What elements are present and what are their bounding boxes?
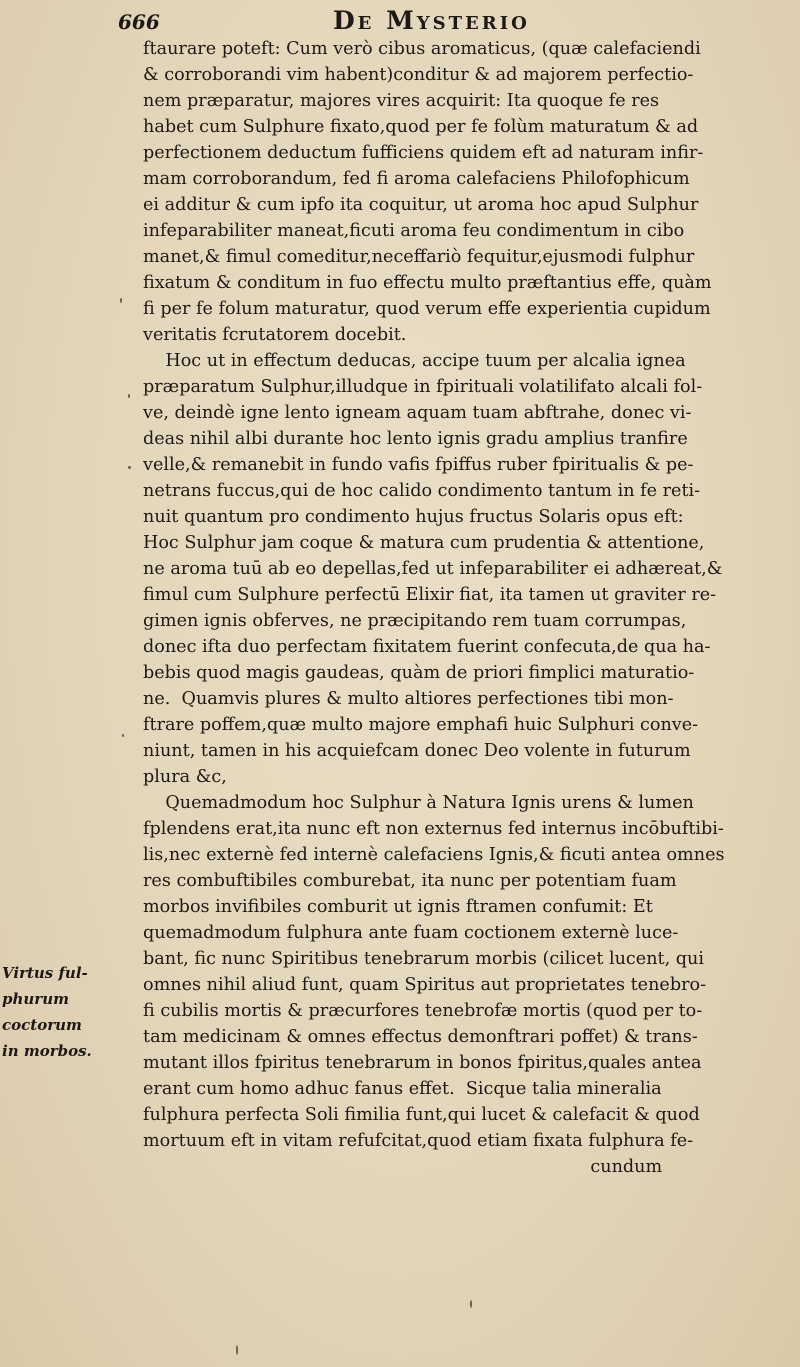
text-line: bebis quod magis gaudeas, quàm de priori fimplici maturatio- xyxy=(143,663,695,683)
page-number: 666 xyxy=(118,10,160,34)
text-line: niunt, tamen in his acquiefcam donec Deo volente in futurum xyxy=(143,741,691,761)
text-line: bant, fic nunc Spiritibus tenebrarum morbis (cilicet lucent, qui xyxy=(143,949,705,969)
text-line: plura &c, xyxy=(143,767,227,787)
text-line: gimen ignis obferves, ne præcipitando rem tuam corrumpas, xyxy=(143,611,687,631)
text-line: & corroborandi vim habent)conditur & ad majorem perfectio- xyxy=(143,65,694,85)
text-line: mutant illos fpiritus tenebrarum in bonos fpiritus,quales antea xyxy=(143,1053,702,1073)
text-line: nem præparatur, majores vires acquirit: Ita quoque fe res xyxy=(143,91,660,111)
text-line: Hoc Sulphur jam coque & matura cum prudentia & attentione, xyxy=(143,533,705,553)
text-line: ftaurare poteft: Cum verò cibus aromaticus, (quæ calefaciendi xyxy=(143,39,701,59)
text-line: ve, deindè igne lento igneam aquam tuam abftrahe, donec vi- xyxy=(143,403,692,423)
marginal-note-line: coctorum xyxy=(2,1016,82,1034)
text-line: velle,& remanebit in fundo vafis fpiffus ruber fpiritualis & pe- xyxy=(143,455,694,475)
text-line: fixatum & conditum in fuo effectu multo præftantius effe, quàm xyxy=(143,273,712,293)
text-line: cundum xyxy=(143,1157,663,1177)
text-line: infeparabiliter maneat,ficuti aroma feu condimentum in cibo xyxy=(143,221,685,241)
paper-speck xyxy=(120,298,122,303)
paper-speck xyxy=(128,466,131,469)
paper-speck xyxy=(128,394,130,398)
text-line: manet,& fimul comeditur,neceffariò fequitur,ejusmodi fulphur xyxy=(143,247,695,267)
text-line: donec ifta duo perfectam fixitatem fuerint confecuta,de qua ha- xyxy=(143,637,711,657)
text-line: mortuum eft in vitam refufcitat,quod etiam fixata fulphura fe- xyxy=(143,1131,694,1151)
text-line: habet cum Sulphure fixato,quod per fe folùm maturatum & ad xyxy=(143,117,699,137)
paper-speck xyxy=(122,734,124,737)
text-line: præparatum Sulphur,illudque in fpirituali volatilifato alcali fol- xyxy=(143,377,703,397)
text-line: fi cubilis mortis & præcurfores tenebrofæ mortis (quod per to- xyxy=(143,1001,703,1021)
text-line: ne aroma tuū ab eo depellas,fed ut infeparabiliter ei adhæreat,& xyxy=(143,559,723,579)
text-line: omnes nihil aliud funt, quam Spiritus aut proprietates tenebro- xyxy=(143,975,707,995)
text-line: ftrare poffem,quæ multo majore emphafi huic Sulphuri conve- xyxy=(143,715,699,735)
text-line: res combuftibiles comburebat, ita nunc per potentiam fuam xyxy=(143,871,677,891)
text-line: ne. Quamvis plures & multo altiores perfectiones tibi mon- xyxy=(143,689,674,709)
text-line: fi per fe folum maturatur, quod verum effe experientia cupidum xyxy=(143,299,711,319)
running-title: De Mysterio xyxy=(333,6,530,35)
paper-speck xyxy=(470,1300,472,1308)
text-line: fimul cum Sulphure perfectū Elixir fiat, ita tamen ut graviter re- xyxy=(143,585,717,605)
text-line: deas nihil albi durante hoc lento ignis gradu amplius tranfire xyxy=(143,429,688,449)
text-line: fulphura perfecta Soli fimilia funt,qui lucet & calefacit & quod xyxy=(143,1105,700,1125)
body-text xyxy=(143,36,791,1180)
text-line: ei additur & cum ipfo ita coquitur, ut aroma hoc apud Sulphur xyxy=(143,195,699,215)
text-line: veritatis fcrutatorem docebit. xyxy=(143,325,407,345)
paper-speck xyxy=(236,1345,238,1355)
marginal-note-line: in morbos. xyxy=(2,1042,92,1060)
text-line: Hoc ut in effectum deducas, accipe tuum per alcalia ignea xyxy=(143,351,686,371)
text-line: perfectionem deductum fufficiens quidem eft ad naturam infir- xyxy=(143,143,704,163)
text-line: lis,nec externè fed internè calefaciens Ignis,& ficuti antea omnes xyxy=(143,845,725,865)
marginal-note xyxy=(2,960,140,1064)
text-line: mam corroborandum, fed fi aroma calefaciens Philofophicum xyxy=(143,169,690,189)
text-line: nuit quantum pro condimento hujus fructus Solaris opus eft: xyxy=(143,507,684,527)
marginal-note-line: phurum xyxy=(2,990,69,1008)
text-line: netrans fuccus,qui de hoc calido condimento tantum in fe reti- xyxy=(143,481,701,501)
marginal-note-line: Virtus ful- xyxy=(2,964,88,982)
text-line: tam medicinam & omnes effectus demonftrari poffet) & trans- xyxy=(143,1027,698,1047)
text-line: erant cum homo adhuc fanus effet. Sicque talia mineralia xyxy=(143,1079,662,1099)
text-line: fplendens erat,ita nunc eft non externus fed internus incōbuftibi- xyxy=(143,819,724,839)
text-line: quemadmodum fulphura ante fuam coctionem externè luce- xyxy=(143,923,679,943)
text-line: morbos invifibiles comburit ut ignis ftramen confumit: Et xyxy=(143,897,653,917)
text-line: Quemadmodum hoc Sulphur à Natura Ignis urens & lumen xyxy=(143,793,694,813)
